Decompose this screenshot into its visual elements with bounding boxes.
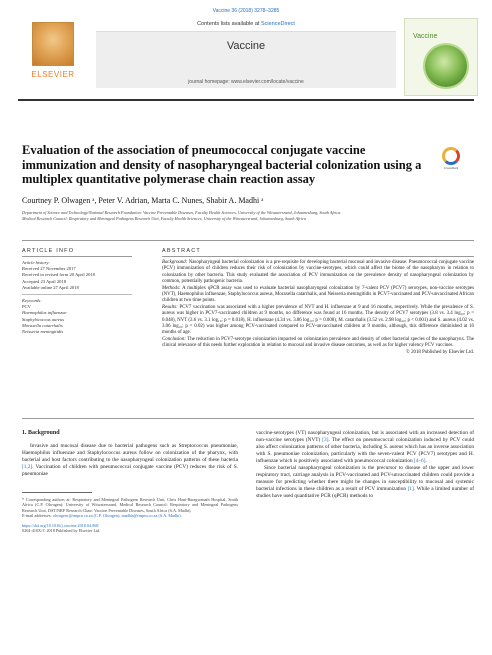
author-list: Courtney P. Olwagen ᵃ, Peter V. Adrian, Marta C. Nunes, Shabir A. Madhi ᵃ [22, 196, 264, 205]
body-column-left [22, 430, 238, 534]
history-received: Received 27 November 2017 [22, 266, 76, 272]
article-info-rule [22, 256, 132, 257]
article-info [22, 260, 132, 335]
masthead-center [96, 18, 396, 96]
abstract-rule [162, 256, 474, 257]
keyword: Staphylococcus aureus [22, 316, 65, 322]
keywords-divider [22, 294, 132, 295]
elsevier-tree-icon [32, 22, 74, 66]
corresponding-author-note: * Corresponding authors at: Respiratory and Meningeal Pathogens Research Unit, Chris Hani-Baragwanath Hospital, South Africa (C.P. Olwagen); University of Witwatersrand, Medical Research Council: Respiratory and Meningeal Pathogens Research Unit, DST/NRF Research Chair: Vaccine Preventable Diseases, South Africa (S.A. Madhi). [22, 497, 238, 513]
crossmark-button[interactable] [440, 147, 462, 169]
journal-citation[interactable]: Vaccine 36 (2018) 3278–3285 [212, 8, 280, 14]
affiliations [22, 210, 472, 221]
keyword: Moraxella catarrhalis [22, 322, 63, 328]
journal-cover-image[interactable] [404, 18, 478, 96]
history-label: Article history: [22, 260, 50, 265]
reference-link[interactable]: [1,2] [22, 464, 33, 470]
reference-link[interactable]: [3] [322, 437, 329, 443]
keyword: Haemophilus influenzae [22, 310, 67, 316]
keywords-label: Keywords: [22, 298, 42, 304]
elsevier-logo[interactable] [18, 20, 88, 82]
masthead-band [96, 32, 396, 88]
journal-masthead [18, 18, 478, 96]
keyword: PCV [22, 304, 31, 310]
abstract-copyright: © 2018 Published by Elsevier Ltd. [406, 349, 474, 355]
keyword: Neisseria meningitidis [22, 329, 64, 335]
affiliation-b: Medical Research Council: Respiratory and Meningeal Pathogens Research Unit, Faculty Health Sciences, University of the Witwatersrand, Johannesburg, South Africa [22, 215, 306, 221]
section-heading-background: 1. Background [22, 430, 60, 436]
abstract-background: Background: Nasopharyngeal bacterial colonization is a pre-requisite for developing bacterial mucosal and invasive disease. Pneumococcal conjugate vaccine (PCV) immunization of children reduces their risk of colonization by vaccine-serotypes, which could affect the biome of the nasopharynx in relation to colonization by other bacteria. This study evaluated the association of PCV immunization on the prevalence density of nasopharyngeal colonization by common, potentially pathogenic bacteria. [162, 260, 474, 285]
body-divider [22, 418, 474, 419]
reference-link[interactable]: [1] [407, 486, 414, 492]
reference-link[interactable]: [4–6] [413, 458, 426, 464]
doi-block [22, 523, 238, 534]
abstract-results: Results: PCV7 vaccination was associated with a higher prevalence of NVT and H. influenzae at 9 and 16 months, respectively. While the prevalence of S. aureus was higher in PCV7-vaccinated children at 9 months, no difference was found at 16 months. The density of PCV7 serotypes (3.8 vs. 3.4 log₁₀; p = 0.048), NVT (3.6 vs. 3.1 log₁₀; p = 0.018), H. influenzae (4.34 vs. 3.86 log₁₀; p = 0.008), M. catarrhalis (3.52 vs. 2.98 log₁₀; p < 0.001) and S. aureus (4.02 vs. 3.06 log₁₀; p = 0.02) was higher among PCV-vaccinated compared to PCV-unvaccinated children at 9 months, although, this difference diminished at 16 months of age. [162, 304, 474, 336]
affiliation-a: Department of Science and Technology/National Research Foundation: Vaccine Preventable Diseases, Faculty Health Sciences, University of the Witwatersrand, Johannesburg, South Africa [22, 210, 341, 215]
abstract-body [162, 260, 474, 356]
abstract-heading: ABSTRACT [162, 248, 201, 254]
abstract-conclusion: Conclusion: The reduction in PCV7-serotype colonization impacted on colonization prevalence and density of other bacterial species of the nasopharynx. The clinical relevance of this needs further exploration in relation to mucosal and invasive disease outcomes, as well as for higher valency PCV vaccines. [162, 336, 474, 349]
abstract-methods: Methods: A multiplex qPCR assay was used to evaluate bacterial nasopharyngeal colonization by 7-valent PCV (PCV7) serotypes, non-vaccine serotypes (NVT), Haemophilus influenzae, Staphylococcus aureus, Moraxella catarrhalis, and Neisseria meningitidis in PCV7-vaccinated and PCV-unvaccinated African children at two time points. [162, 285, 474, 304]
body-paragraph: vaccine-serotypes (VT) nasopharyngeal colonization, but is associated with an increased detection of non-vaccine serotypes (NVT) [3]. The effect on pneumococcal colonization induced by PCV could also affect colonization patterns of other bacteria, including S. aureus which has an inverse association with S. pneumoniae colonization, particularly with the seven-valent PCV (PCV7) serotypes and H. influenzae which is positively associated with pneumococcal colonization [4–6]. [256, 430, 474, 464]
journal-name: Vaccine [226, 40, 266, 52]
crossmark-label: CrossMark [443, 166, 459, 170]
email-links[interactable]: olwagenc@rmpru.co.za (C.P. Olwagen), madhis@rmpru.co.za (S.A. Madhi). [52, 513, 182, 519]
virus-icon [425, 45, 467, 87]
footnote-rule [22, 492, 92, 493]
crossmark-icon [442, 147, 460, 165]
issn-line: 0264-410X/© 2018 Published by Elsevier Ltd. [22, 528, 101, 534]
cover-title: Vaccine [413, 33, 438, 40]
sciencedirect-link[interactable]: ScienceDirect [260, 21, 295, 27]
history-online: Available online 27 April 2018 [22, 284, 79, 290]
history-accepted: Accepted 23 April 2018 [22, 278, 67, 284]
article-info-heading: ARTICLE INFO [22, 248, 75, 254]
doi-link[interactable]: https://doi.org/10.1016/j.vaccine.2018.04.068 [22, 522, 99, 528]
masthead-rule [18, 99, 474, 101]
elsevier-wordmark: ELSEVIER [31, 70, 75, 79]
article-title: Evaluation of the association of pneumococcal conjugate vaccine immunization and density of nasopharyngeal bacterial colonization using a multiplex quantitative polymerase chain reaction assay [22, 143, 422, 186]
section-divider [22, 240, 474, 241]
body-paragraph: Invasive and mucosal disease due to bacterial pathogens such as Streptococcus pneumoniae, Haemophilus influenzae and Staphylococcus aureus follow on colonization of the pharynx, with bacterial and host factors contributing to the nasopharyngeal colonization patterns of these bacteria [1,2]. Vaccination of children with pneumococcal conjugate vaccine (PCV) reduces the risk of S. pneumoniae [22, 443, 238, 477]
history-revised: Received in revised form 20 April 2018 [22, 272, 95, 278]
contents-line: Contents lists available at ScienceDirect [96, 18, 396, 32]
body-paragraph: Since bacterial nasopharyngeal colonization is the precursor to disease of the upper and lower respiratory tract, carriage analysis in PCV-vaccinated and PCV-unvaccinated children could provide a measure for predicting whether there might be changes in susceptibility to mucosal and systemic bacterial infections in these children as a result of PCV immunization [1]. While a limited number of studies have used quantitative PCR (qPCR) methods to [256, 465, 474, 499]
journal-homepage-link[interactable]: journal homepage: www.elsevier.com/locate/vaccine [188, 79, 304, 85]
email-note: E-mail addresses: olwagenc@rmpru.co.za (C.P. Olwagen), madhis@rmpru.co.za (S.A. Madhi). [22, 513, 182, 519]
body-column-right [256, 430, 474, 500]
